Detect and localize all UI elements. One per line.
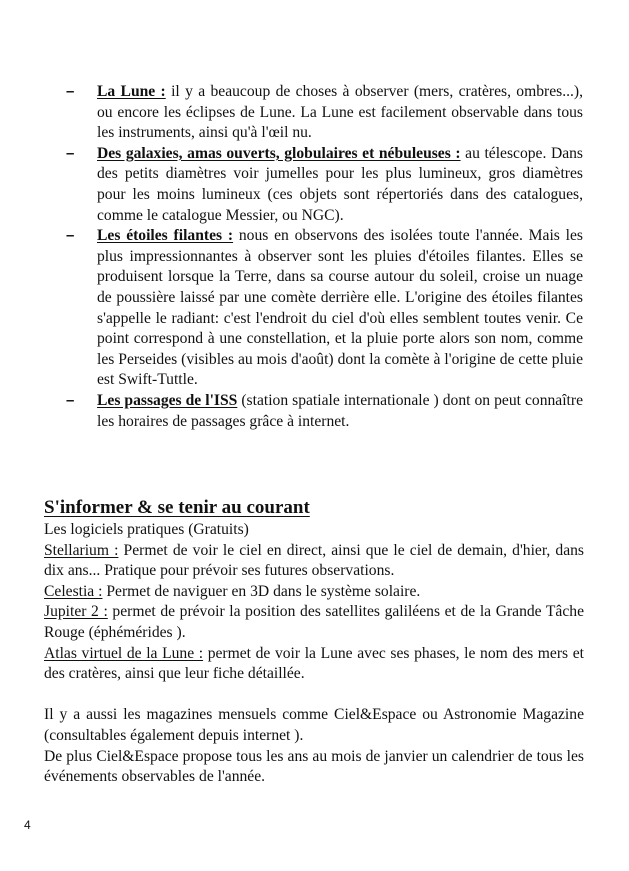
list-item-iss bbox=[66, 391, 583, 432]
software-name: Jupiter 2 : bbox=[44, 603, 108, 621]
text-moon: il y a beaucoup de choses à observer (mers, cratères, ombres...), ou encore les éclipses de Lune. La Lune est facilement observable dans tous les instruments, ainsi qu'à l'œil nu. bbox=[97, 83, 583, 142]
software-name: Atlas virtuel de la Lune : bbox=[44, 644, 204, 662]
software-description: permet de prévoir la position des satellites galiléens et de la Grande Tâche Rouge (éphémérides ). bbox=[44, 603, 584, 641]
observation-list bbox=[66, 82, 583, 432]
list-item-moon bbox=[66, 82, 583, 144]
text-meteors: nous en observons des isolées toute l'année. Mais les plus impressionnantes à observer sont les pluies d'étoiles filantes. Elles se produisent lorsque la Terre, dans sa course autour du soleil, croise un nuage de poussière laissé par une comète derrière elle. L'origine des étoiles filantes s'appelle le radiant: c'est l'endroit du ciel d'où elles semblent toutes venir. Ce point correspond à une constellation, et la pluie porte alors son nom, comme les Perseides (visibles au mois d'août) dont la comète à l'origine de cette pluie est Swift-Tuttle. bbox=[97, 227, 583, 389]
bullet-dash: – bbox=[66, 227, 75, 245]
list-item-meteors bbox=[66, 226, 583, 391]
magazines-paragraph: Il y a aussi les magazines mensuels comme Ciel&Espace ou Astronomie Magazine (consultables également depuis internet ). bbox=[44, 706, 584, 744]
bullet-dash: – bbox=[66, 83, 75, 100]
software-stellarium bbox=[44, 541, 584, 582]
info-section bbox=[44, 496, 584, 788]
page-number: 4 bbox=[24, 818, 31, 832]
software-description: permet de voir la Lune avec ses phases, le nom des mers et des cratères, ainsi que leur fiche détaillée. bbox=[44, 644, 584, 683]
text-iss: (station spatiale internationale ) dont on peut connaître les horaires de passages grâce à internet. bbox=[97, 391, 584, 430]
paragraph-gap bbox=[44, 685, 584, 706]
software-description: Permet de voir le ciel en direct, ainsi que le ciel de demain, d'hier, dans dix ans... Pratique pour prévoir ses futures observations. bbox=[44, 541, 584, 580]
software-name: Stellarium : bbox=[44, 541, 119, 559]
text-deep-sky: au télescope. Dans des petits diamètres voir jumelles pour les plus lumineux, gros diamètres pour les moins lumineux (ces objets sont répertoriés dans des catalogues, comme le catalogue Messier, ou NGC). bbox=[97, 144, 583, 224]
term-moon: La Lune : bbox=[97, 83, 166, 100]
software-atlas-lune bbox=[44, 644, 584, 685]
term-iss: Les passages de l'ISS bbox=[97, 391, 238, 409]
software-intro: Les logiciels pratiques (Gratuits) bbox=[44, 521, 249, 538]
software-name: Celestia : bbox=[44, 582, 103, 600]
calendar-paragraph: De plus Ciel&Espace propose tous les ans au mois de janvier un calendrier de tous les événements observables de l'année. bbox=[44, 747, 584, 786]
bullet-dash: – bbox=[66, 144, 75, 162]
bullet-dash: – bbox=[66, 391, 75, 409]
list-item-deep-sky bbox=[66, 144, 583, 226]
software-celestia bbox=[44, 582, 584, 603]
software-description: Permet de naviguer en 3D dans le système solaire. bbox=[102, 582, 421, 600]
section-title: S'informer & se tenir au courant bbox=[44, 497, 310, 518]
term-deep-sky: Des galaxies, amas ouverts, globulaires et nébuleuses : bbox=[97, 144, 461, 162]
term-meteors: Les étoiles filantes : bbox=[97, 227, 234, 245]
software-jupiter bbox=[44, 602, 584, 643]
